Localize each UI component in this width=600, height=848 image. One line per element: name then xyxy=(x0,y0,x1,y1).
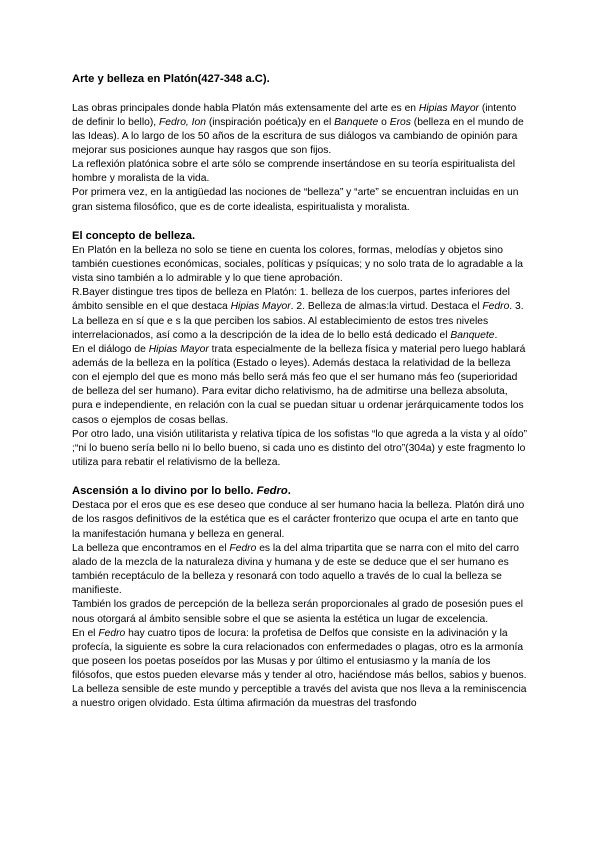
spacer xyxy=(72,87,528,102)
document-page xyxy=(72,72,528,712)
section1-paragraph-4: Por otro lado, una visión utilitarista y relativa típica de los sofistas “lo que agreda a la vista y al oído” ;“ni lo bueno sería bello ni lo bello bueno, si cada uno es distinto del otro”(304a) y este fragmento lo utiliza para rebatir el relativismo de la belleza. xyxy=(72,428,528,469)
intro-paragraph-2: La reflexión platónica sobre el arte sólo se comprende insertándose en su teoría espiritualista del hombre y moralista de la vida. xyxy=(72,159,516,185)
section-heading-concept: El concepto de belleza. xyxy=(72,229,196,242)
section2-paragraph-5: La belleza sensible de este mundo y perceptible a través del avista que nos lleva a la reminiscencia a nuestro origen olvidado. Esta última afirmación da muestras del trasfondo xyxy=(72,684,527,710)
section2-paragraph-4: En el Fedro hay cuatro tipos de locura: la profetisa de Delfos que consiste en la adivinación y la profecía, la siguiente es sobre la cura relacionados con enfermedades o plagas, otro es la armonía que poseen los poetas poseídos por las Musas y por último el entusiasmo y la manía de los filósofos, que estos pueden elevarse más y tender al otro, haciéndose más bellos, sabios y buenos. xyxy=(72,627,527,682)
spacer xyxy=(72,470,528,484)
section1-paragraph-1: En Platón en la belleza no solo se tiene en cuenta los colores, formas, melodías y objetos sino también cuestiones económicas, sociales, políticas y psíquicas; y no solo trata de lo agradable a la vista sino también a lo admirable y lo que tiene aprobación. xyxy=(72,244,524,285)
section1-paragraph-2: R.Bayer distingue tres tipos de belleza en Platón: 1. belleza de los cuerpos, partes inferiores del ámbito sensible en el que destaca Hipias Mayor. 2. Belleza de almas:la virtud. Destaca el Fedro. 3. La belleza en sí que e s la que perciben los sabios. Al establecimiento de estos tres niveles interrelacionados, así como a la descripción de la idea de lo bello está dedicado el Banquete. xyxy=(72,287,524,341)
section2-paragraph-2: La belleza que encontramos en el Fedro es la del alma tripartita que se narra con el mito del carro alado de la mezcla de la naturaleza divina y humana y de este se deduce que el ser humano es también receptáculo de la belleza y resonará con todo aquello a través de lo cual la belleza se manifieste. xyxy=(72,542,520,597)
document-title: Arte y belleza en Platón(427-348 a.C). xyxy=(72,73,270,85)
intro-paragraph-1: Las obras principales donde habla Platón más extensamente del arte es en Hipias Mayor (intento de definir lo bello), Fedro, Ion (inspiración poética)y en el Banquete o Eros (belleza en el mundo de las Ideas). A lo largo de los 50 años de la escritura de sus diálogos va cambiando de opinión para mejorar sus posiciones aunque hay rasgos que son fijos. xyxy=(72,102,524,156)
section2-paragraph-3: También los grados de percepción de la belleza serán proporcionales al grado de posesión pues el nous otorgará al ámbito sensible sobre el que se asienta la estética un lugar de excelencia. xyxy=(72,599,524,625)
spacer xyxy=(72,215,528,229)
intro-paragraph-3: Por primera vez, en la antigüedad las nociones de “belleza” y “arte” se encuentran incluidas en un gran sistema filosófico, que es de corte idealista, espiritualista y moralista. xyxy=(72,187,519,213)
section2-paragraph-1: Destaca por el eros que es ese deseo que conduce al ser humano hacia la belleza. Platón dirá uno de los rasgos definitivos de la estética que es el carácter fronterizo que ocupa el arte en tanto que la manifestación humana y belleza en general. xyxy=(72,500,525,540)
section-heading-ascension: Ascensión a lo divino por lo bello. Fedro. xyxy=(72,485,291,498)
section1-paragraph-3: En el diálogo de Hipias Mayor trata especialmente de la belleza física y material pero luego hablará además de la belleza en la política (Estado o leyes). Además destaca la relatividad de la belleza con el ejemplo del que es mono más bello será más feo que el ser humano más feo (superioridad de belleza del ser humano). Para evitar dicho relativismo, ha de admitirse una belleza absoluta, pura e independiente, en relación con la cual se puedan situar u ordenar jerárquicamente todos los casos o ejemplos de cosas bellas. xyxy=(72,343,526,426)
